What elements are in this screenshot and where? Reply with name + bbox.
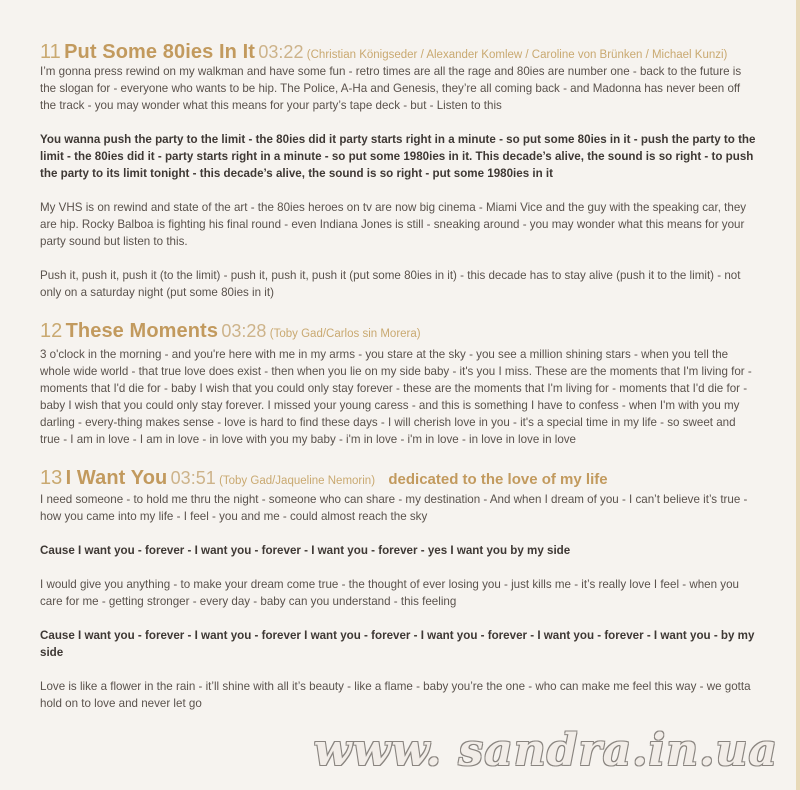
song-title: I Want You — [65, 467, 168, 489]
lyrics-page — [40, 41, 756, 712]
song-11 — [40, 41, 756, 301]
lyrics-paragraph: 3 o'clock in the morning - and you're here with me in my arms - you stare at the sky - you see a million shining stars - when you tell the whole wide world - that true love does exist - then when you lie on my side baby - it's you I miss. These are the moments that I'm living for - moments that I'd die for - baby I wish that you could only stay forever - these are the moments that I'm living for - moments that I'd die for - baby I wish that you could only stay forever. I missed your young caress - and this is something I have to confess - when I'm with you my darling - every-thing makes sense - love is hard to find these days - I will cherish love in you - it's a special time in my life - so sweet and true - I am in love - I am in love - in love with you my baby - i'm in love - i'm in love - in love in love in love — [40, 348, 752, 446]
song-title-line — [40, 467, 756, 489]
lyrics-paragraph: I would give you anything - to make your dream come true - the thought of ever losing you - just kills me - it’s really love I feel - when you care for me - getting stronger - every day - baby can you understand - this feeling — [40, 578, 739, 608]
lyrics-paragraph: I’m gonna press rewind on my walkman and have some fun - retro times are all the rage and 80ies are number one - back to the future is the slogan for - everyone who wants to be hip. The Police, A-Ha and Genesis, they’re all coming back - and Madonna has never been off the track - you may wonder what this means for your party’s tape deck - but - Listen to this — [40, 65, 742, 112]
lyrics-paragraph: Love is like a flower in the rain - it’ll shine with all it’s beauty - like a flame - baby you’re the one - who can make me feel this way - we gotta hold on to love and never let go — [40, 680, 751, 710]
song-credits: (Christian Königseder / Alexander Komlew / Caroline von Brünken / Michael Kunzi) — [306, 49, 728, 61]
lyrics-paragraph: My VHS is on rewind and state of the art - the 80ies heroes on tv are now big cinema - Miami Vice and the guy with the speaking car, they are hip. Rocky Balboa is fighting his final round - even Indiana Jones is still - sneaking around - you may wonder what this means for your party sound but listen to this. — [40, 201, 747, 248]
song-credits: (Toby Gad/Jaqueline Nemorin) — [219, 475, 376, 487]
track-number: 13 — [40, 467, 63, 489]
song-duration: 03:51 — [170, 468, 216, 488]
chorus-paragraph: Cause I want you - forever - I want you - forever I want you - forever - I want you - forever - I want you - forever - I want you - by my side — [40, 629, 755, 659]
song-duration: 03:22 — [258, 42, 304, 62]
lyrics-paragraph: Push it, push it, push it (to the limit) - push it, push it, push it (put some 80ies in it) - this decade has to stay alive (push it to the limit) - not only on a saturday night (put some 80ies in it) — [40, 269, 741, 299]
song-title-line — [40, 320, 756, 342]
chorus-paragraph: Cause I want you - forever - I want you - forever - I want you - forever - yes I want you by my side — [40, 544, 571, 557]
song-duration: 03:28 — [221, 321, 267, 341]
song-title: These Moments — [65, 320, 219, 342]
song-13 — [40, 467, 756, 712]
right-edge — [796, 0, 800, 790]
track-number: 12 — [40, 320, 63, 342]
song-12 — [40, 320, 756, 448]
lyrics-paragraph: I need someone - to hold me thru the night - someone who can share - my destination - And when I dream of you - I can’t believe it’s true - how you came into my life - I feel - you and me - could almost reach the sky — [40, 493, 748, 523]
song-credits: (Toby Gad/Carlos sin Morera) — [269, 328, 421, 340]
song-title-line — [40, 41, 756, 63]
song-title: Put Some 80ies In It — [64, 41, 256, 63]
watermark-text: www. sandra.in.ua — [313, 725, 778, 776]
song-dedication: dedicated to the love of my life — [388, 471, 608, 488]
track-number: 11 — [40, 41, 61, 63]
chorus-paragraph: You wanna push the party to the limit - the 80ies did it party starts right in a minute - so put some 80ies in it - push the party to the limit - the 80ies did it - party starts right in a minute - so put some 1980ies in it. This decade’s alive, the sound is so right - to push the party to its limit tonight - this decade’s alive, the sound is so right - put some 1980ies in it — [40, 133, 756, 180]
